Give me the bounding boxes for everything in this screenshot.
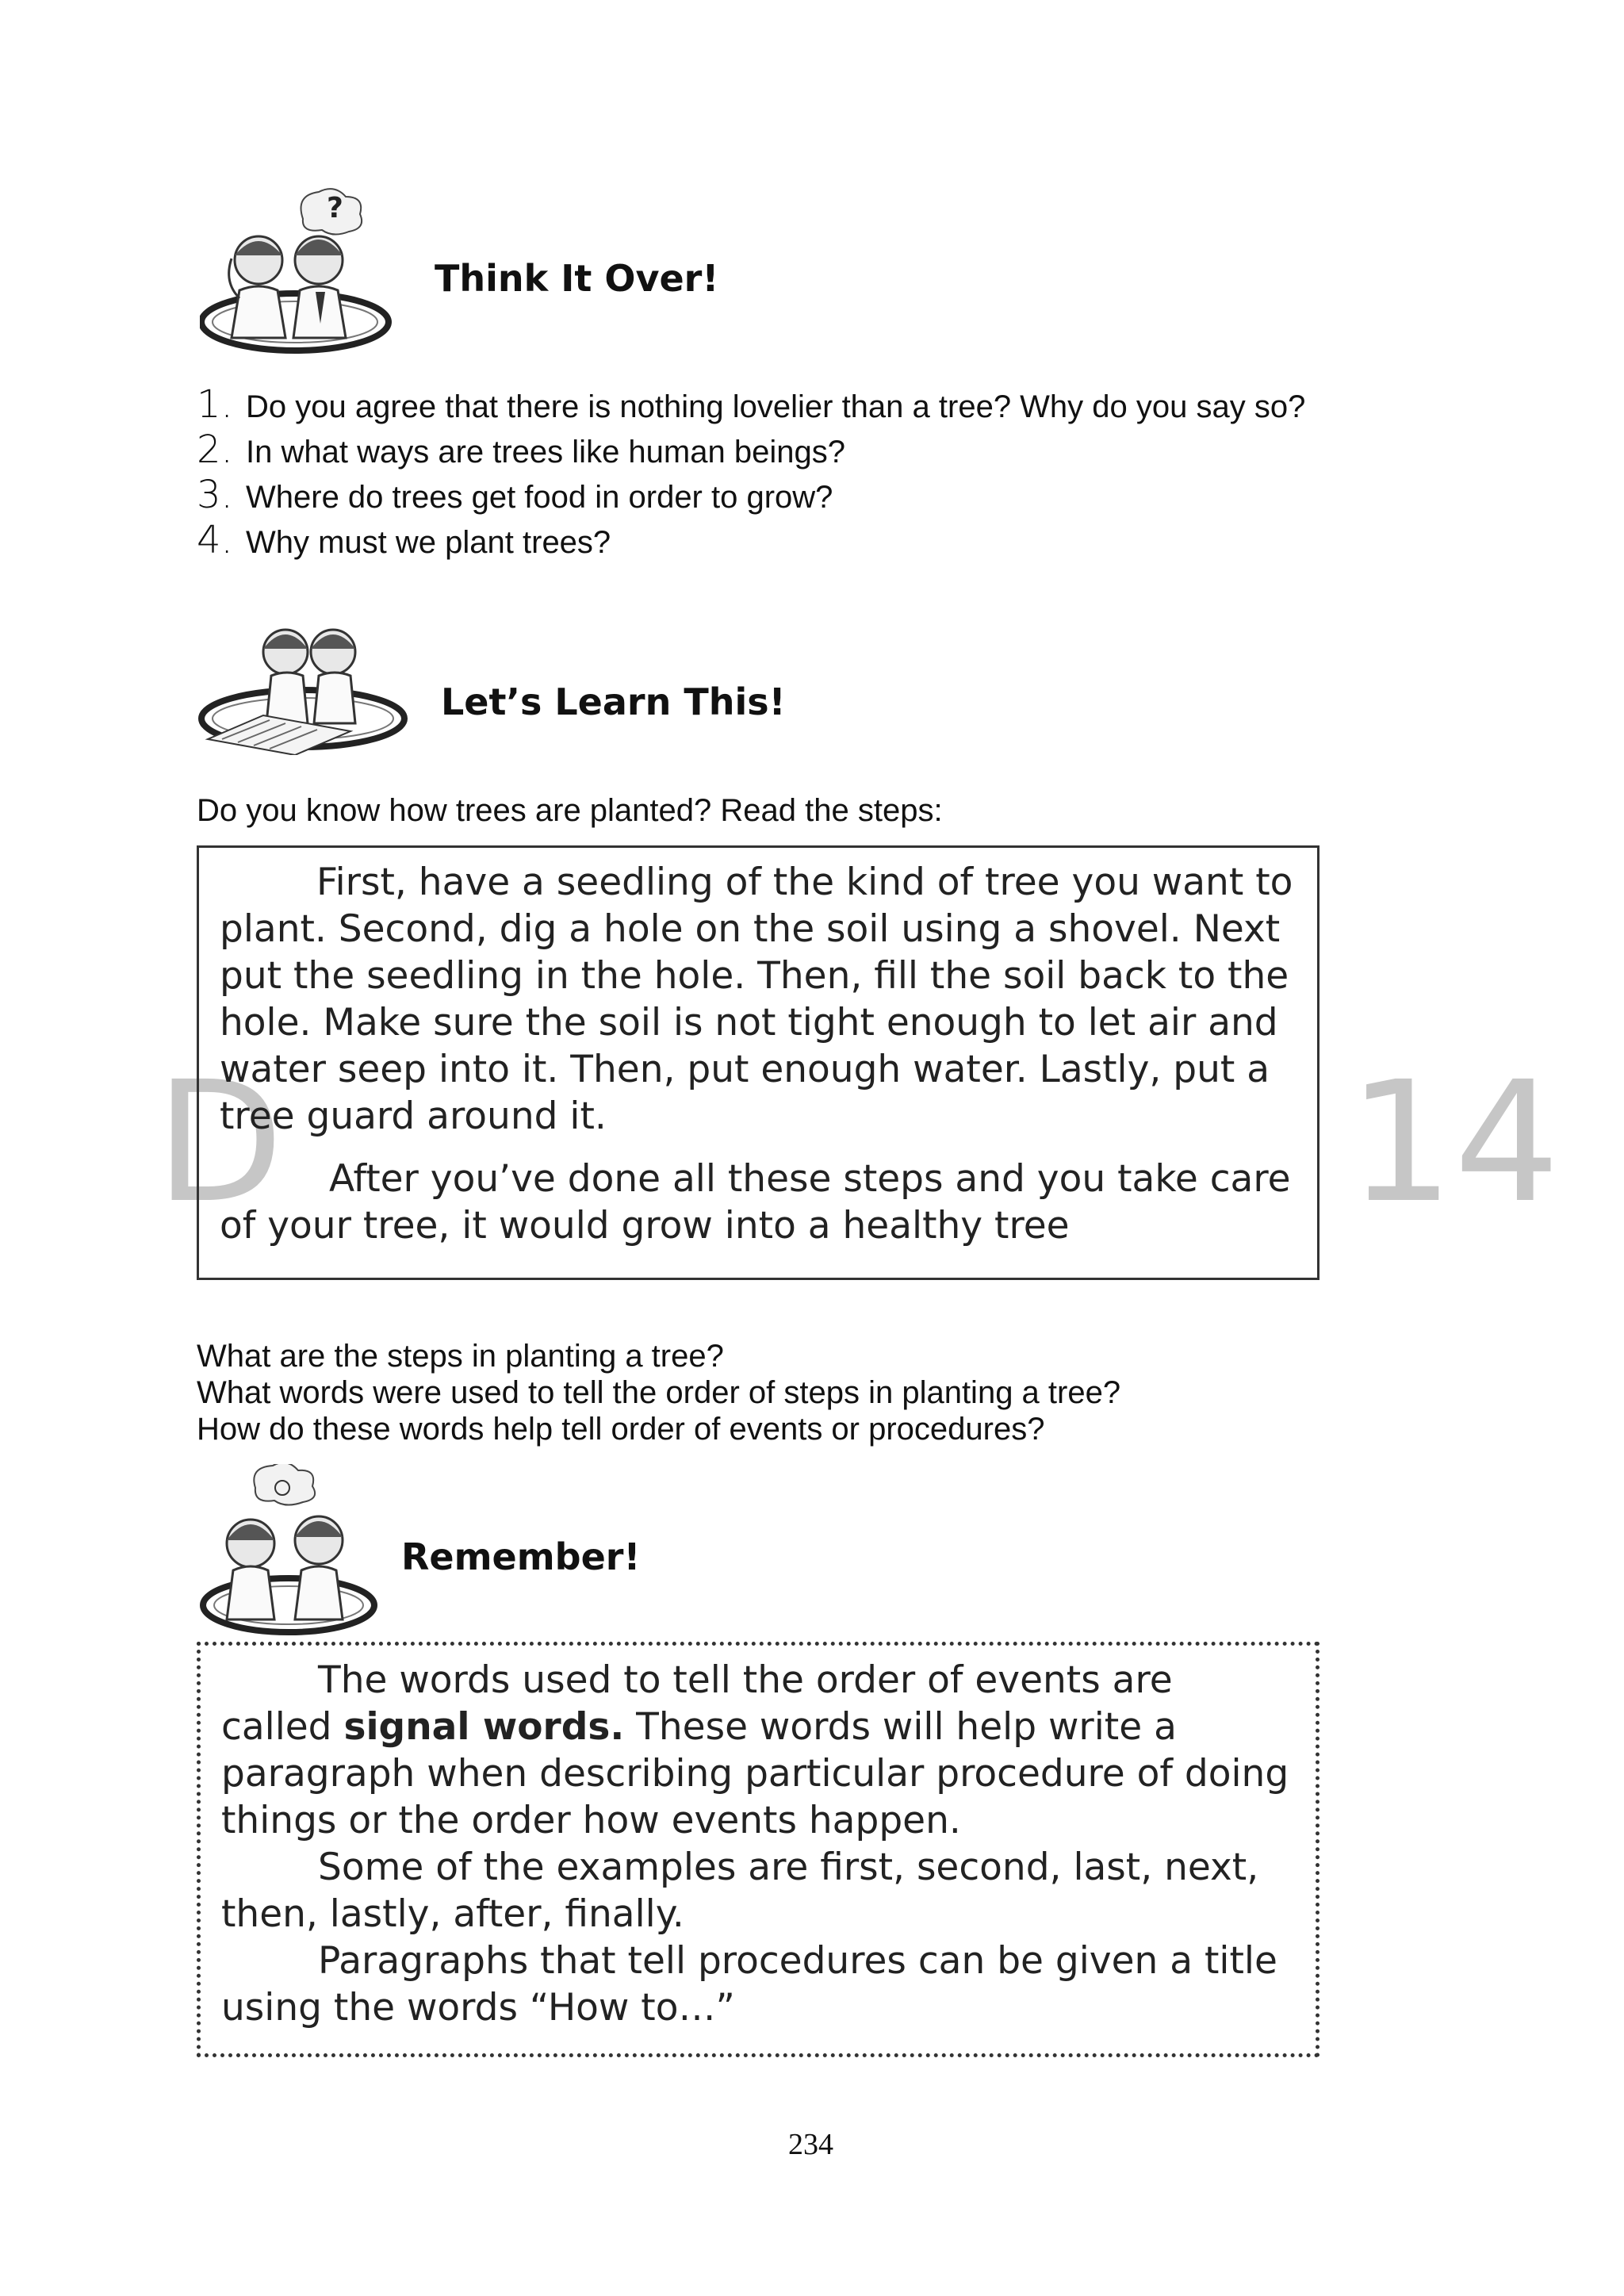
question-text: In what ways are trees like human beings? bbox=[246, 435, 845, 470]
lets-learn-this-title: Let’s Learn This! bbox=[441, 680, 786, 723]
question-number: 4. bbox=[197, 518, 233, 562]
watermark-left: D bbox=[155, 1045, 284, 1240]
question-text: Do you agree that there is nothing lovelier than a tree? Why do you say so? bbox=[246, 389, 1306, 424]
planting-steps-paragraph: First, have a seedling of the kind of tree you want to plant. Second, dig a hole on the soil using a shovel. Next put the seedling in the hole. Then, fill the soil back to the hole. Make sure the soil is not tight enough to let air and water seep into it. Then, put enough water. Lastly, put a tree guard around it. bbox=[220, 861, 1293, 1138]
signal-words-title-tip: Paragraphs that tell procedures can be given a title using the words “How to…” bbox=[221, 1939, 1277, 2030]
list-item bbox=[197, 382, 1305, 427]
definition-intro: The words used to tell the order of events are called bbox=[221, 1658, 1173, 1749]
planting-steps-box bbox=[197, 845, 1320, 1280]
learn-question-2: What words were used to tell the order of steps in planting a tree? bbox=[197, 1375, 1121, 1410]
watermark-right: 14 bbox=[1348, 1045, 1561, 1240]
signal-words-examples: Some of the examples are first, second, last, next, then, lastly, after, finally. bbox=[221, 1846, 1259, 1936]
question-list bbox=[197, 382, 1305, 563]
think-it-over-title: Think It Over! bbox=[435, 257, 719, 300]
question-number: 2. bbox=[197, 427, 233, 472]
list-item bbox=[197, 473, 1305, 518]
students-reading-illustration bbox=[198, 620, 409, 755]
question-text: Where do trees get food in order to grow? bbox=[246, 480, 833, 515]
remember-title: Remember! bbox=[401, 1535, 641, 1578]
students-thinking-illustration bbox=[200, 187, 395, 354]
planting-steps-conclusion: After you’ve done all these steps and you take care of your tree, it would grow into a healthy tree bbox=[220, 1157, 1291, 1248]
definition-rest: These words will help write a paragraph when describing particular procedure of doing things or the order how events happen. bbox=[221, 1705, 1289, 1842]
question-text: Why must we plant trees? bbox=[246, 525, 611, 560]
question-number: 1. bbox=[197, 382, 233, 427]
learn-question-1: What are the steps in planting a tree? bbox=[197, 1339, 724, 1374]
list-item bbox=[197, 427, 1305, 473]
svg-text:?: ? bbox=[327, 192, 343, 224]
page-number: 234 bbox=[788, 2128, 833, 2161]
signal-words-definition bbox=[221, 1657, 1295, 1844]
learn-intro: Do you know how trees are planted? Read the steps: bbox=[197, 793, 943, 828]
signal-words-term: signal words. bbox=[343, 1705, 625, 1749]
list-item bbox=[197, 518, 1305, 563]
signal-words-box bbox=[197, 1642, 1320, 2057]
learn-question-3: How do these words help tell order of events or procedures? bbox=[197, 1412, 1045, 1447]
question-number: 3. bbox=[197, 473, 233, 517]
students-idea-illustration bbox=[200, 1464, 379, 1635]
